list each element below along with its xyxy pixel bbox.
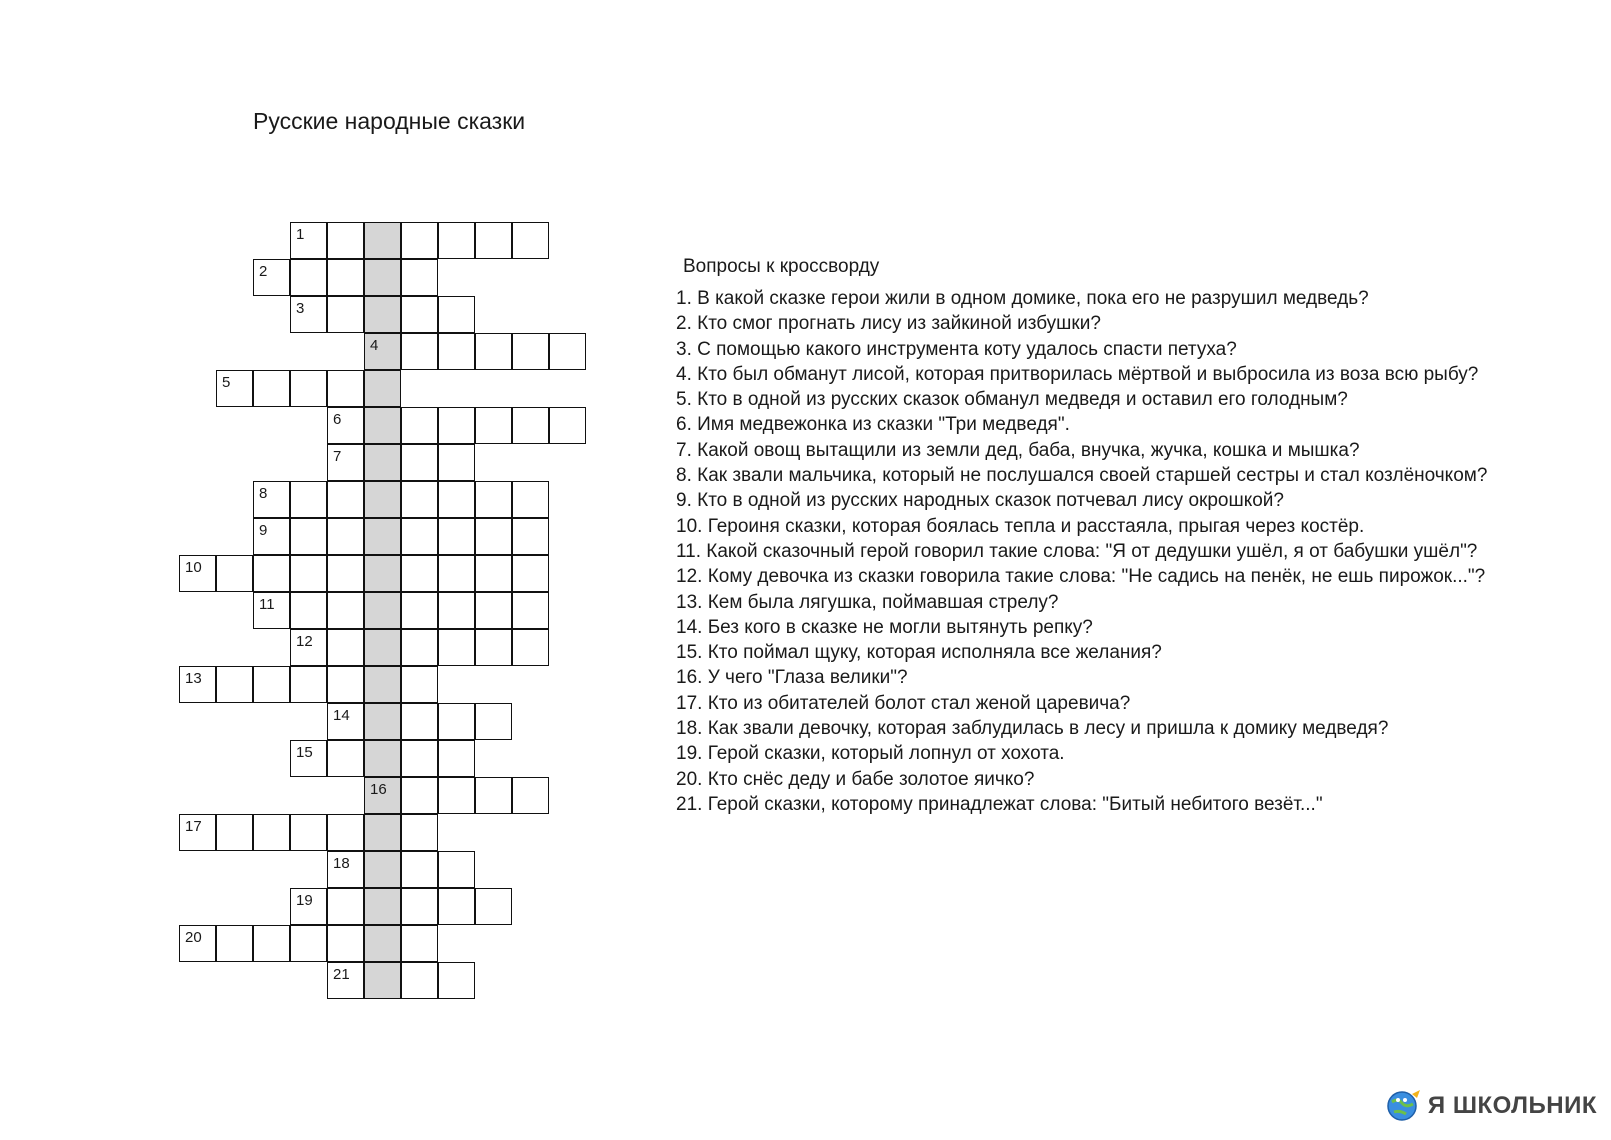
grid-cell[interactable] — [438, 555, 475, 592]
grid-cell[interactable] — [438, 222, 475, 259]
grid-cell[interactable] — [438, 407, 475, 444]
grid-cell[interactable] — [475, 481, 512, 518]
grid-cell[interactable] — [401, 333, 438, 370]
grid-cell[interactable] — [438, 962, 475, 999]
grid-cell[interactable] — [475, 777, 512, 814]
grid-cell[interactable] — [327, 925, 364, 962]
question-item: 1. В какой сказке герои жили в одном домике, пока его не разрушил медведь? — [676, 288, 1369, 309]
grid-cell[interactable] — [401, 444, 438, 481]
question-item: 20. Кто снёс деду и бабе золотое яичко? — [676, 768, 1035, 790]
questions-list — [676, 286, 1556, 817]
clue-number: 9 — [259, 522, 268, 539]
question-item: 6. Имя медвежонка из сказки "Три медведя". — [676, 414, 1070, 436]
key-column-cell[interactable] — [364, 333, 401, 370]
clue-number: 3 — [296, 300, 305, 317]
questions-panel — [676, 256, 1556, 817]
grid-cell[interactable] — [327, 259, 364, 296]
grid-cell[interactable] — [401, 888, 438, 925]
grid-cell[interactable] — [290, 666, 327, 703]
grid-cell[interactable] — [475, 703, 512, 740]
globe-mascot-icon — [1384, 1086, 1424, 1126]
grid-cell[interactable] — [290, 925, 327, 962]
question-item: 2. Кто смог прогнать лису из зайкиной избушки? — [676, 313, 1101, 335]
key-column-cell[interactable] — [364, 592, 401, 629]
grid-cell[interactable] — [253, 555, 290, 592]
logo-text: Я ШКОЛЬНИК — [1427, 1092, 1597, 1119]
grid-cell[interactable] — [512, 333, 549, 370]
grid-cell[interactable] — [253, 666, 290, 703]
key-column-cell[interactable] — [364, 518, 401, 555]
grid-cell[interactable] — [253, 259, 290, 296]
crossword-grid — [0, 0, 620, 1020]
grid-cell[interactable] — [401, 555, 438, 592]
grid-cell[interactable] — [290, 222, 327, 259]
grid-cell[interactable] — [438, 629, 475, 666]
clue-number: 6 — [333, 411, 342, 428]
grid-cell[interactable] — [216, 370, 253, 407]
grid-cell[interactable] — [401, 925, 438, 962]
key-column-cell[interactable] — [364, 888, 401, 925]
key-column-cell[interactable] — [364, 222, 401, 259]
page-title: Русские народные сказки — [253, 108, 526, 134]
grid-cell[interactable] — [401, 703, 438, 740]
grid-cell[interactable] — [253, 481, 290, 518]
grid-cell[interactable] — [327, 296, 364, 333]
grid-cell[interactable] — [475, 888, 512, 925]
grid-cell[interactable] — [475, 518, 512, 555]
grid-cell[interactable] — [216, 814, 253, 851]
grid-cell[interactable] — [401, 814, 438, 851]
grid-cell[interactable] — [512, 629, 549, 666]
grid-cell[interactable] — [549, 333, 586, 370]
clue-number: 15 — [296, 744, 313, 761]
grid-cell[interactable] — [438, 888, 475, 925]
grid-cell[interactable] — [290, 814, 327, 851]
grid-cell[interactable] — [290, 518, 327, 555]
question-item: 11. Какой сказочный герой говорил такие слова: "Я от дедушки ушёл, я от бабушки ушёл"? — [676, 540, 1478, 562]
grid-cell[interactable] — [401, 222, 438, 259]
question-item: 5. Кто в одной из русских сказок обманул медведя и оставил его голодным? — [676, 389, 1348, 411]
question-item: 17. Кто из обитателей болот стал женой царевича? — [676, 692, 1131, 714]
key-column-cell[interactable] — [364, 925, 401, 962]
clue-number: 1 — [296, 226, 305, 243]
grid-cell[interactable] — [512, 481, 549, 518]
grid-cell[interactable] — [327, 888, 364, 925]
key-column-cell[interactable] — [364, 666, 401, 703]
key-column-cell[interactable] — [364, 962, 401, 999]
grid-cell[interactable] — [401, 296, 438, 333]
grid-cell[interactable] — [327, 444, 364, 481]
grid-cell[interactable] — [327, 518, 364, 555]
grid-cell[interactable] — [438, 333, 475, 370]
grid-cell[interactable] — [290, 481, 327, 518]
grid-cell[interactable] — [290, 629, 327, 666]
grid-cell[interactable] — [327, 370, 364, 407]
grid-cell[interactable] — [216, 925, 253, 962]
grid-cell[interactable] — [438, 592, 475, 629]
grid-cell[interactable] — [179, 814, 216, 851]
grid-cell[interactable] — [253, 814, 290, 851]
grid-cell[interactable] — [401, 629, 438, 666]
key-column-cell[interactable] — [364, 777, 401, 814]
grid-cell[interactable] — [438, 703, 475, 740]
grid-cell[interactable] — [438, 444, 475, 481]
grid-cell[interactable] — [179, 666, 216, 703]
grid-cell[interactable] — [327, 666, 364, 703]
grid-cell[interactable] — [290, 259, 327, 296]
grid-cell[interactable] — [438, 740, 475, 777]
grid-cell[interactable] — [438, 481, 475, 518]
grid-cell[interactable] — [401, 259, 438, 296]
clue-number: 12 — [296, 633, 313, 650]
question-item: 13. Кем была лягушка, поймавшая стрелу? — [676, 591, 1059, 613]
question-item: 7. Какой овощ вытащили из земли дед, баба, внучка, жучка, кошка и мышка? — [676, 439, 1360, 461]
grid-cell[interactable] — [475, 555, 512, 592]
grid-cell[interactable] — [327, 481, 364, 518]
grid-cell[interactable] — [401, 481, 438, 518]
key-column-cell[interactable] — [364, 814, 401, 851]
key-column-cell[interactable] — [364, 555, 401, 592]
clue-number: 11 — [259, 596, 275, 613]
key-column-cell[interactable] — [364, 444, 401, 481]
grid-cell[interactable] — [512, 407, 549, 444]
clue-number: 8 — [259, 485, 268, 502]
grid-cell[interactable] — [179, 925, 216, 962]
grid-cell[interactable] — [290, 296, 327, 333]
grid-cell[interactable] — [327, 407, 364, 444]
key-column-cell[interactable] — [364, 703, 401, 740]
clue-number: 10 — [185, 559, 202, 576]
grid-cell[interactable] — [401, 962, 438, 999]
grid-cell[interactable] — [512, 777, 549, 814]
key-column-cell[interactable] — [364, 481, 401, 518]
grid-cell[interactable] — [512, 518, 549, 555]
clue-number: 14 — [333, 707, 350, 724]
clue-number: 13 — [185, 670, 202, 687]
grid-cell[interactable] — [475, 222, 512, 259]
grid-cell[interactable] — [253, 592, 290, 629]
grid-cell[interactable] — [512, 222, 549, 259]
grid-cell[interactable] — [327, 222, 364, 259]
clue-number: 4 — [370, 337, 379, 354]
logo — [1384, 1086, 1597, 1126]
grid-cell[interactable] — [216, 666, 253, 703]
grid-cell[interactable] — [179, 555, 216, 592]
grid-cell[interactable] — [253, 370, 290, 407]
question-item: 9. Кто в одной из русских народных сказок потчевал лису окрошкой? — [676, 490, 1284, 512]
clue-number: 17 — [185, 818, 202, 835]
question-item: 21. Герой сказки, которому принадлежат слова: "Битый небитого везёт..." — [676, 793, 1323, 815]
grid-cell[interactable] — [290, 370, 327, 407]
clue-number: 7 — [333, 448, 342, 465]
clue-number: 20 — [185, 929, 202, 946]
question-item: 19. Герой сказки, который лопнул от хохота. — [676, 743, 1065, 765]
grid-cell[interactable] — [438, 296, 475, 333]
grid-cell[interactable] — [438, 777, 475, 814]
grid-cell[interactable] — [475, 333, 512, 370]
clue-number: 21 — [333, 966, 350, 983]
key-column-cell[interactable] — [364, 259, 401, 296]
question-item: 4. Кто был обманут лисой, которая притворилась мёртвой и выбросила из воза всю рыбу? — [676, 363, 1479, 385]
grid-cell[interactable] — [512, 592, 549, 629]
grid-cell[interactable] — [290, 592, 327, 629]
grid-cell[interactable] — [253, 518, 290, 555]
grid-cell[interactable] — [475, 592, 512, 629]
grid-cell[interactable] — [401, 407, 438, 444]
grid-cell[interactable] — [253, 925, 290, 962]
grid-cell[interactable] — [327, 629, 364, 666]
clue-number: 19 — [296, 892, 313, 909]
question-item: 18. Как звали девочку, которая заблудилась в лесу и пришла к домику медведя? — [676, 718, 1389, 740]
grid-cell[interactable] — [327, 592, 364, 629]
key-column-cell[interactable] — [364, 370, 401, 407]
question-item: 16. У чего "Глаза велики"? — [676, 667, 908, 689]
key-column-cell[interactable] — [364, 407, 401, 444]
key-column-cell[interactable] — [364, 629, 401, 666]
grid-cell[interactable] — [401, 740, 438, 777]
questions-heading: Вопросы к кроссворду — [683, 256, 880, 277]
grid-cell[interactable] — [327, 851, 364, 888]
grid-cell[interactable] — [327, 555, 364, 592]
question-item: 8. Как звали мальчика, который не послушался своей старшей сестры и стал козлёночком? — [676, 465, 1488, 487]
question-item: 3. С помощью какого инструмента коту удалось спасти петуха? — [676, 338, 1237, 360]
grid-cell[interactable] — [438, 518, 475, 555]
grid-cell[interactable] — [327, 962, 364, 999]
grid-cell[interactable] — [401, 592, 438, 629]
grid-cell[interactable] — [401, 518, 438, 555]
grid-cell[interactable] — [401, 777, 438, 814]
question-item: 14. Без кого в сказке не могли вытянуть репку? — [676, 616, 1093, 638]
grid-cell[interactable] — [290, 740, 327, 777]
grid-cell[interactable] — [401, 851, 438, 888]
clue-number: 16 — [370, 781, 387, 798]
grid-cell[interactable] — [475, 629, 512, 666]
clue-number: 5 — [222, 374, 231, 391]
grid-cell[interactable] — [290, 555, 327, 592]
key-column-cell[interactable] — [364, 296, 401, 333]
grid-cell[interactable] — [327, 703, 364, 740]
question-item: 10. Героиня сказки, которая боялась тепла и расстаяла, прыгая через костёр. — [676, 515, 1365, 537]
question-item: 12. Кому девочка из сказки говорила такие слова: "Не садись на пенёк, не ешь пирожок..."? — [676, 566, 1486, 588]
grid-cell[interactable] — [401, 666, 438, 703]
grid-cell[interactable] — [327, 740, 364, 777]
grid-cell[interactable] — [290, 888, 327, 925]
grid-cell[interactable] — [512, 555, 549, 592]
grid-cell[interactable] — [549, 407, 586, 444]
key-column-cell[interactable] — [364, 851, 401, 888]
grid-cell[interactable] — [475, 407, 512, 444]
grid-cell[interactable] — [216, 555, 253, 592]
grid-cell[interactable] — [438, 851, 475, 888]
clue-number: 2 — [259, 263, 268, 280]
key-column-cell[interactable] — [364, 740, 401, 777]
grid-cell[interactable] — [327, 814, 364, 851]
clue-number: 18 — [333, 855, 350, 872]
question-item: 15. Кто поймал щуку, которая исполняла все желания? — [676, 642, 1162, 664]
